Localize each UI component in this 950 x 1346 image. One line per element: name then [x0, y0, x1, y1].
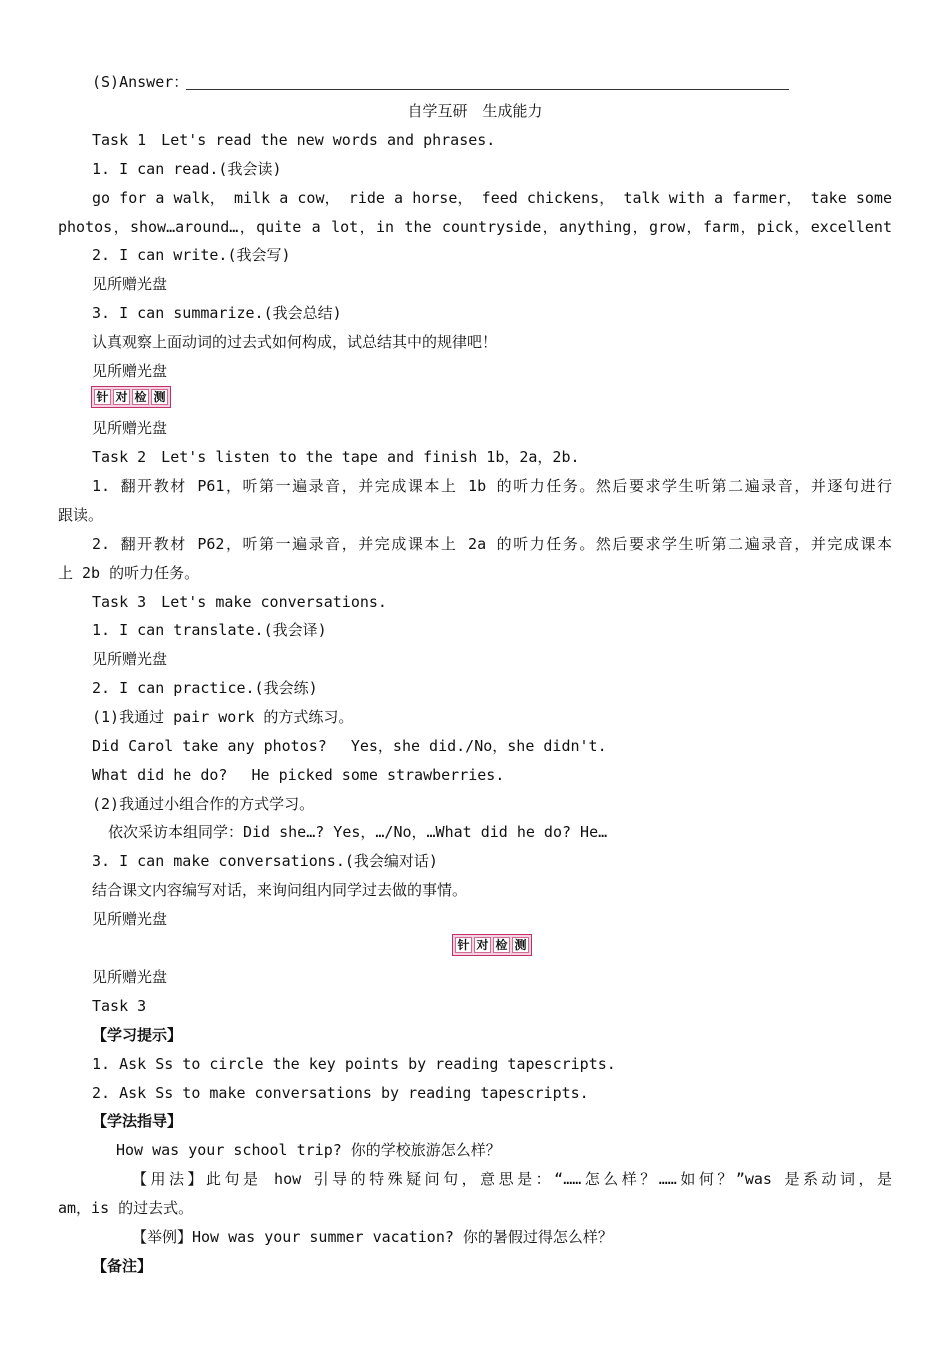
section-title: 自学互研 生成能力 — [407, 102, 543, 120]
task1-write-note: 见所赠光盘 — [92, 275, 168, 293]
badge-char: 对 — [474, 937, 491, 953]
check1-note: 见所赠光盘 — [92, 419, 168, 437]
task3-pair-work: (1)我通过 pair work 的方式练习。 — [92, 708, 354, 726]
task2-title: Task 2 Let's listen to the tape and finish 1b，2a，2b. — [92, 448, 580, 466]
check-badge — [452, 934, 532, 956]
tips-item1: 1. Ask Ss to circle the key points by reading tapescripts. — [92, 1055, 616, 1073]
badge-char: 检 — [493, 937, 510, 953]
task3-interview: 依次采访本组同学：Did she…? Yes，…/No，…What did he do? He… — [108, 823, 608, 841]
badge-char: 测 — [151, 389, 168, 405]
notes-header: 【备注】 — [92, 1257, 153, 1275]
tips-header: 【学习提示】 — [92, 1026, 183, 1044]
badge-char: 对 — [113, 389, 130, 405]
guide-header: 【学法指导】 — [92, 1112, 183, 1130]
task1-write: 2. I can write.(我会写) — [92, 246, 291, 264]
task1-summarize-desc: 认真观察上面动词的过去式如何构成，试总结其中的规律吧！ — [92, 333, 498, 351]
task3-dialog2: What did he do? He picked some strawberries. — [92, 766, 505, 784]
task3-make-conversations-desc: 结合课文内容编写对话，来询问组内同学过去做的事情。 — [92, 881, 468, 899]
task3-group-work: (2)我通过小组合作的方式学习。 — [92, 795, 315, 813]
guide-usage-line1: 【用法】此句是 how 引导的特殊疑问句，意思是：“……怎么样？……如何？”was 是系动词，是 — [132, 1170, 892, 1188]
task1-title: Task 1 Let's read the new words and phrases. — [92, 131, 496, 149]
task2-item1-line1: 1. 翻开教材 P61，听第一遍录音，并完成课本上 1b 的听力任务。然后要求学生听第二遍录音，并逐句进行 — [92, 477, 892, 495]
task3-make-conversations: 3. I can make conversations.(我会编对话) — [92, 852, 438, 870]
answer-label: (S)Answer： — [92, 73, 189, 91]
badge-char: 针 — [455, 937, 472, 953]
task3-title: Task 3 Let's make conversations. — [92, 593, 387, 611]
task2-item2-line1: 2. 翻开教材 P62，听第一遍录音，并完成课本上 2a 的听力任务。然后要求学生听第二遍录音，并完成课本 — [92, 535, 892, 553]
answer-blank-line — [186, 89, 789, 90]
task2-item2-line2: 上 2b 的听力任务。 — [58, 564, 200, 582]
check2-note: 见所赠光盘 — [92, 968, 168, 986]
task3-practice: 2. I can practice.(我会练) — [92, 679, 318, 697]
task2-item1-line2: 跟读。 — [58, 506, 104, 524]
guide-usage-line2: am，is 的过去式。 — [58, 1199, 194, 1217]
task1-words-line1: go for a walk， milk a cow， ride a horse， feed chickens， talk with a farmer， take some — [92, 189, 892, 207]
task1-summarize-note: 见所赠光盘 — [92, 362, 168, 380]
tips-item2: 2. Ask Ss to make conversations by reading tapescripts. — [92, 1084, 589, 1102]
task3-make-conversations-note: 见所赠光盘 — [92, 910, 168, 928]
check-badge — [91, 386, 171, 408]
task3-dialog1: Did Carol take any photos? Yes，she did./No，she didn't. — [92, 737, 607, 755]
guide-sentence: How was your school trip? 你的学校旅游怎么样？ — [116, 1141, 501, 1159]
task3-label: Task 3 — [92, 997, 147, 1015]
guide-example: 【举例】How was your summer vacation? 你的暑假过得怎么样？ — [132, 1228, 613, 1246]
task3-translate-note: 见所赠光盘 — [92, 650, 168, 668]
task1-summarize: 3. I can summarize.(我会总结) — [92, 304, 342, 322]
badge-char: 针 — [94, 389, 111, 405]
badge-char: 检 — [132, 389, 149, 405]
task3-translate: 1. I can translate.(我会译) — [92, 621, 327, 639]
task1-words-line2: photos，show…around…，quite a lot，in the countryside，anything，grow，farm，pick，excellent — [58, 218, 892, 236]
task1-read: 1. I can read.(我会读) — [92, 160, 282, 178]
badge-char: 测 — [512, 937, 529, 953]
